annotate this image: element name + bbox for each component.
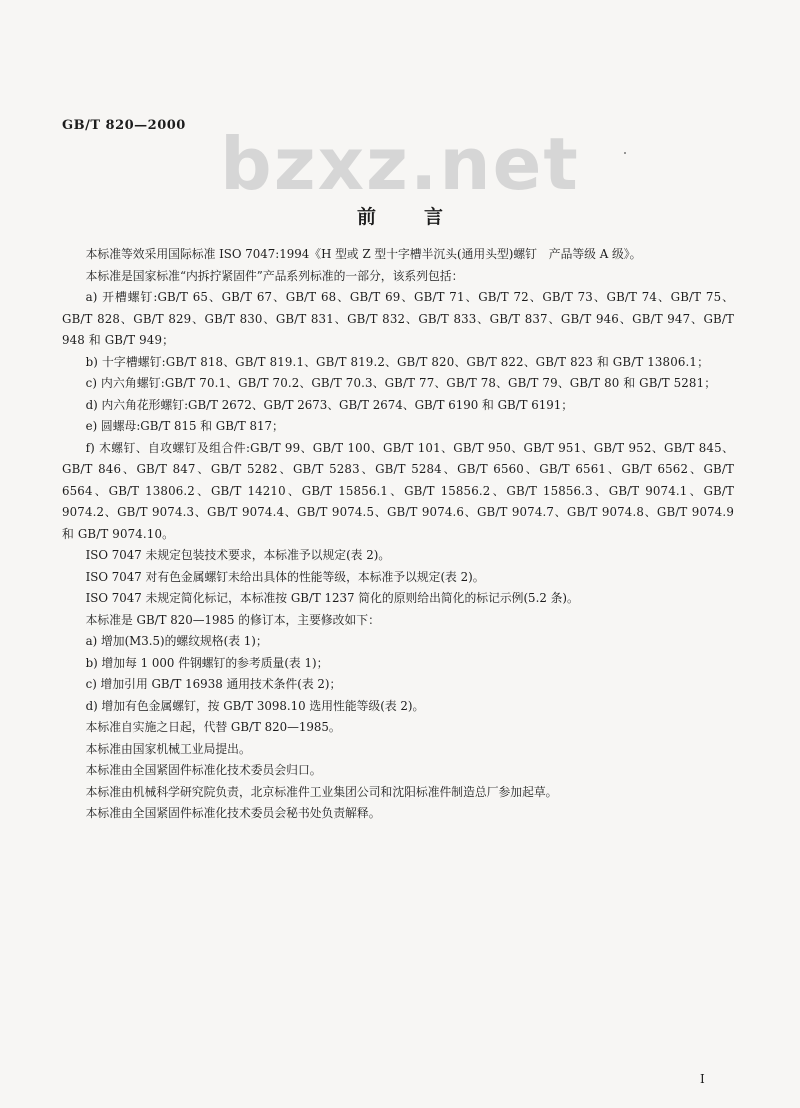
list-item-change-d: d) 增加有色金属螺钉，按 GB/T 3098.10 选用性能等级(表 2)。 [85,698,425,713]
page-title: 前言 [356,206,491,228]
list-item-round-nuts: e) 圆螺母:GB/T 815 和 GB/T 817； [85,419,284,433]
list-item-change-a: a) 增加(M3.5)的螺纹规格(表 1)； [85,634,268,648]
paragraph-nonferrous: ISO 7047 对有色金属螺钉未给出具体的性能等级，本标准予以规定(表 2)。 [85,569,485,584]
page-number: I [700,1072,705,1086]
watermark: bzxz.net [220,122,580,206]
paragraph-centralized-by: 本标准由全国紧固件标准化技术委员会归口。 [85,763,322,777]
paragraph-revision: 本标准是 GB/T 820—1985 的修订本，主要修改如下： [85,612,380,627]
paragraph-designation: ISO 7047 未规定简化标记，本标准按 GB/T 1237 简化的原则给出简化的标记示例(5.2 条)。 [85,591,579,605]
list-item-slotted-screws: a) 开槽螺钉:GB/T 65、GB/T 67、GB/T 68、GB/T 69、GB/T 71、GB/T 72、GB/T 73、GB/T 74、GB/T 75、GB/T 828、GB/T 829、GB/T 830、GB/T 831、GB/T 832、GB/T 833、GB/T 837、GB/T 946、GB/T 947、GB/T 948 和 GB/T 949； [62,290,734,347]
scan-speck [624,152,626,154]
paragraph-drafted-by: 本标准由机械科学研究院负责，北京标准件工业集团公司和沈阳标准件制造总厂参加起草。 [85,784,558,799]
paragraph-interpreted-by: 本标准由全国紧固件标准化技术委员会秘书处负责解释。 [85,806,381,820]
list-item-wood-tapping-screws: f) 木螺钉、自攻螺钉及组合件:GB/T 99、GB/T 100、GB/T 101、GB/T 950、GB/T 951、GB/T 952、GB/T 845、GB/T 846、GB/T 847、GB/T 5282、GB/T 5283、GB/T 5284、GB/T 6560、GB/T 6561、GB/T 6562、GB/T 6564、GB/T 13806.2、GB/T 14210、GB/T 15856.1、GB/T 15856.2、GB/T 15856.3、GB/T 9074.1、GB/T 9074.2、GB/T 9074.3、GB/T 9074.4、GB/T 9074.5、GB/T 9074.6、GB/T 9074.7、GB/T 9074.8、GB/T 9074.9 和 GB/T 9074.10。 [62,440,734,541]
list-item-cross-recessed-screws: b) 十字槽螺钉:GB/T 818、GB/T 819.1、GB/T 819.2、GB/T 820、GB/T 822、GB/T 823 和 GB/T 13806.1； [85,354,710,369]
paragraph-series: 本标准是国家标准“内拆拧紧固件”产品系列标准的一部分，该系列包括： [85,268,464,283]
foreword-body [62,244,734,825]
paragraph-replaces: 本标准自实施之日起，代替 GB/T 820—1985。 [85,720,341,734]
paragraph-packaging: ISO 7047 未规定包装技术要求，本标准予以规定(表 2)。 [85,548,391,562]
paragraph-proposed-by: 本标准由国家机械工业局提出。 [85,741,251,756]
standard-code: GB/T 820—2000 [62,118,186,133]
list-item-change-b: b) 增加每 1 000 件钢螺钉的参考质量(表 1)； [85,655,329,670]
list-item-change-c: c) 增加引用 GB/T 16938 通用技术条件(表 2)； [85,677,342,691]
paragraph-equivalence: 本标准等效采用国际标准 ISO 7047:1994《H 型或 Z 型十字槽半沉头(通用头型)螺钉 产品等级 A 级》。 [85,247,642,261]
list-item-hexalobular-screws: d) 内六角花形螺钉:GB/T 2672、GB/T 2673、GB/T 2674、GB/T 6190 和 GB/T 6191； [85,397,574,412]
list-item-hexagon-socket-screws: c) 内六角螺钉:GB/T 70.1、GB/T 70.2、GB/T 70.3、GB/T 77、GB/T 78、GB/T 79、GB/T 80 和 GB/T 5281； [85,376,717,390]
